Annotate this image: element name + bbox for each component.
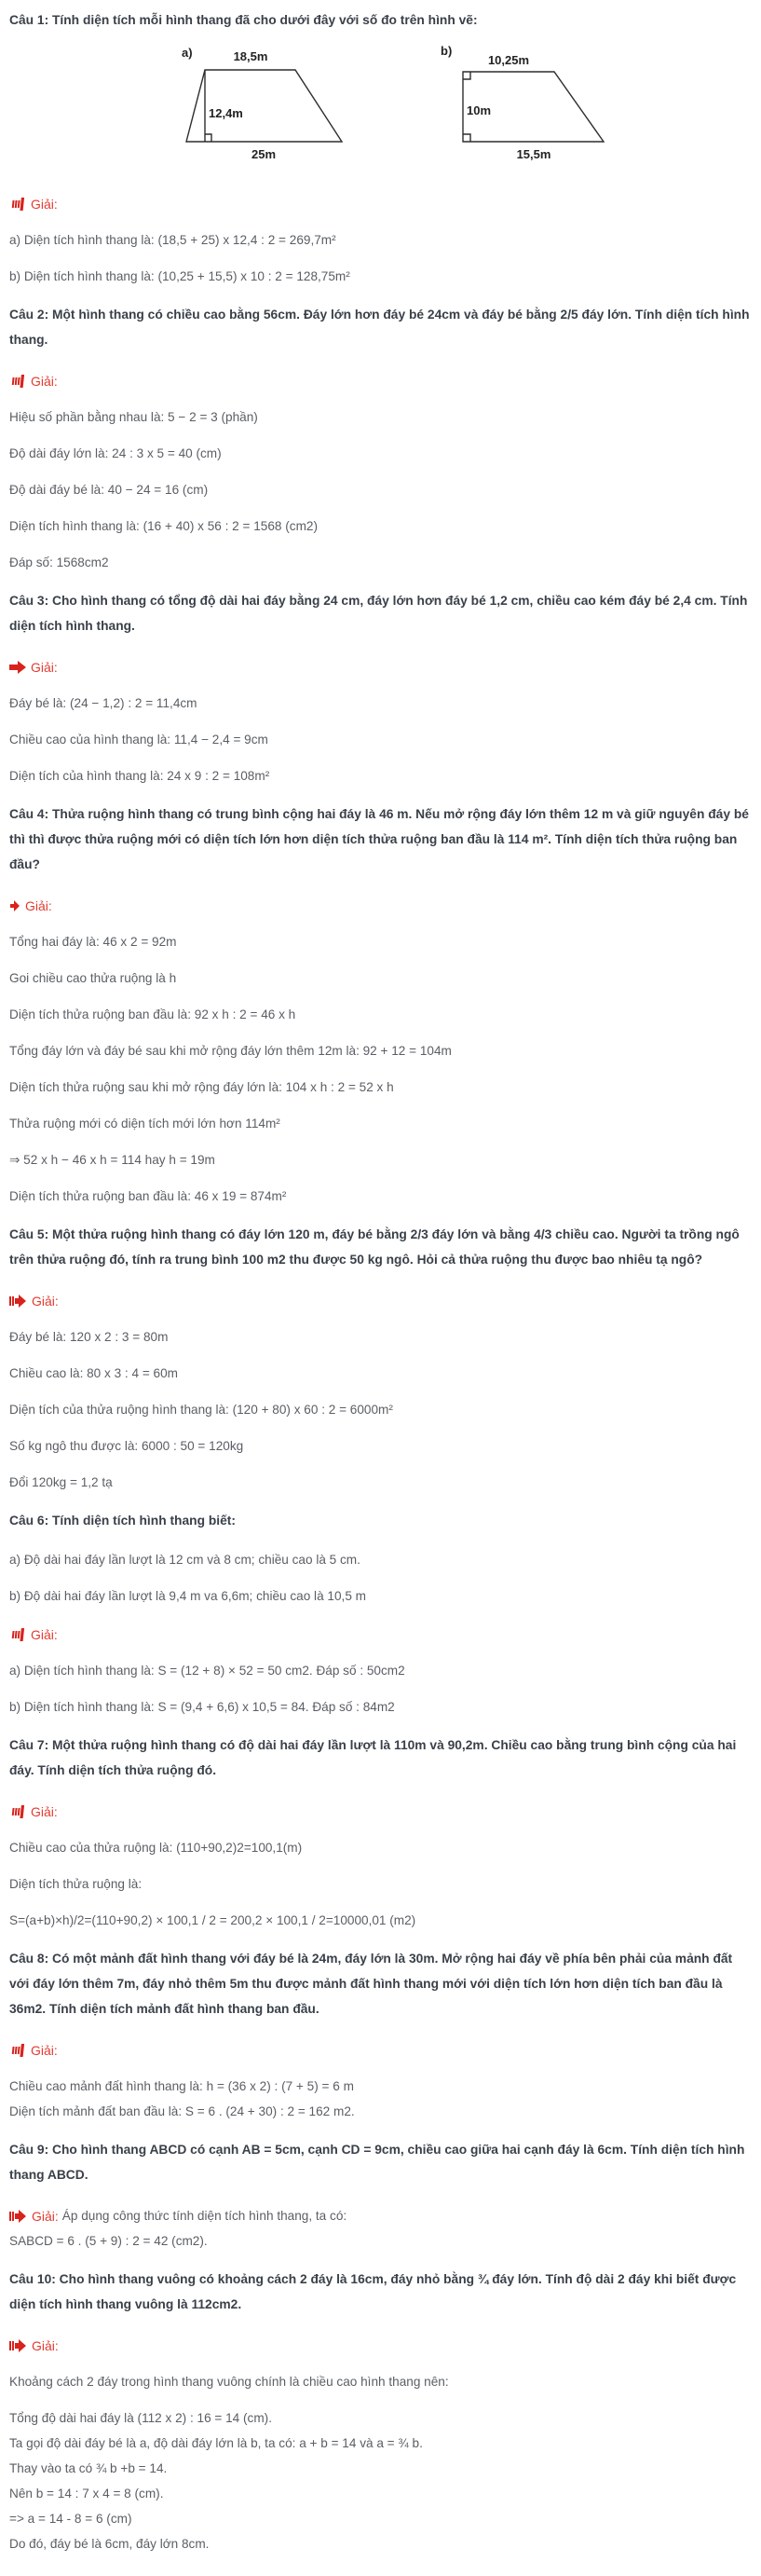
- question-heading: Câu 9: Cho hình thang ABCD có cạnh AB = 5cm, cạnh CD = 9cm, chiều cao giữa hai cạnh đáy là 6cm. Tính diện tích hình thang ABCD.: [9, 2143, 745, 2182]
- trapezoid-figure-svg: [172, 42, 638, 171]
- bar-arrow-icon: [9, 1294, 27, 1309]
- question-heading: Câu 5: Một thửa ruộng hình thang có đáy lớn 120 m, đáy bé bằng 2/3 đáy lớn và bằng 4/3 chiều cao. Người ta trồng ngô trên thửa ruộng đó, tính ra trung bình 100 m2 thu được 50 kg ngô. Hỏi cả thửa ruộng thu được bao nhiêu tạ ngô?: [9, 1227, 740, 1267]
- arrow-icon: [9, 660, 26, 675]
- bar-arrow-icon: [9, 2209, 27, 2224]
- solution-line: Diện tích thửa ruộng ban đầu là: 92 x h : 2 = 46 x h: [9, 1007, 296, 1021]
- giai-label: Giải:: [32, 2338, 59, 2353]
- giai-label: Giải:: [32, 2209, 59, 2224]
- stripes-icon: [9, 2043, 26, 2058]
- solution-line: a) Diện tích hình thang là: (18,5 + 25) x 12,4 : 2 = 269,7m²: [9, 233, 336, 247]
- solution-line: b) Độ dài hai đáy lần lượt là 9,4 m va 6,6m; chiều cao là 10,5 m: [9, 1589, 366, 1603]
- solution-line: Nên b = 14 : 7 x 4 = 8 (cm).: [9, 2487, 164, 2501]
- solution-line: Do đó, đáy bé là 6cm, đáy lớn 8cm.: [9, 2537, 210, 2551]
- solution-line: b) Diện tích hình thang là: (10,25 + 15,5) x 10 : 2 = 128,75m²: [9, 269, 350, 283]
- solution-marker: [9, 1625, 752, 1644]
- trapezoid-b-top-label: 10,25m: [487, 53, 530, 67]
- question-heading: Câu 1: Tính diện tích mỗi hình thang đã cho dưới đây với số đo trên hình vẽ:: [9, 13, 478, 27]
- trapezoid-a-bottom-label: 25m: [251, 147, 277, 161]
- solution-line: Khoảng cách 2 đáy trong hình thang vuông chính là chiều cao hình thang nên:: [9, 2375, 449, 2389]
- giai-label: Giải:: [31, 197, 58, 212]
- solution-line: Chiều cao của thửa ruộng là: (110+90,2)2=100,1(m): [9, 1841, 303, 1855]
- giai-label: Giải:: [31, 660, 58, 675]
- solution-line: Số kg ngô thu được là: 6000 : 50 = 120kg: [9, 1439, 244, 1453]
- solution-line: S=(a+b)×h)/2=(110+90,2) × 100,1 / 2 = 200,2 × 100,1 / 2=10000,01 (m2): [9, 1913, 416, 1927]
- solution-line: Đáy bé là: 120 x 2 : 3 = 80m: [9, 1330, 169, 1344]
- stripes-icon: [9, 197, 26, 212]
- solution-line: a) Độ dài hai đáy lần lượt là 12 cm và 8 cm; chiều cao là 5 cm.: [9, 1553, 360, 1567]
- solution-line: Đổi 120kg = 1,2 tạ: [9, 1475, 113, 1489]
- solution-line: Đáp số: 1568cm2: [9, 555, 109, 569]
- stripes-icon: [9, 1627, 26, 1642]
- question-heading: Câu 4: Thửa ruộng hình thang có trung bình cộng hai đáy là 46 m. Nếu mở rộng đáy lớn thêm 12 m và giữ nguyên đáy bé thì thì được thửa ruộng mới có diện tích lớn hơn diện tích thửa ruộng ban đầu là 114 m². Tính diện tích thửa ruộng ban đầu?: [9, 807, 749, 871]
- stripes-icon: [9, 374, 26, 389]
- thin-arrow-icon: [9, 898, 20, 913]
- solution-line: Diện tích của hình thang là: 24 x 9 : 2 = 108m²: [9, 769, 270, 783]
- trapezoid-a-top-label: 18,5m: [233, 49, 268, 63]
- trapezoid-b-bottom-label: 15,5m: [516, 147, 551, 161]
- question-heading: Câu 3: Cho hình thang có tổng độ dài hai đáy bằng 24 cm, đáy lớn hơn đáy bé 1,2 cm, chiều cao kém đáy bé 2,4 cm. Tính diện tích hình thang.: [9, 594, 748, 633]
- solution-line: => a = 14 - 8 = 6 (cm): [9, 2512, 132, 2526]
- giai-label: Giải:: [31, 374, 58, 389]
- giai-label: Giải:: [31, 1627, 58, 1642]
- solution-line: Chiều cao của hình thang là: 11,4 − 2,4 = 9cm: [9, 733, 268, 747]
- solution-line: Tổng hai đáy là: 46 x 2 = 92m: [9, 935, 177, 949]
- solution-line: Diện tích hình thang là: (16 + 40) x 56 : 2 = 1568 (cm2): [9, 519, 318, 533]
- question-heading: Câu 6: Tính diện tích hình thang biết:: [9, 1514, 236, 1528]
- stripes-icon: [9, 1804, 26, 1819]
- solution-line: b) Diện tích hình thang là: S = (9,4 + 6,6) x 10,5 = 84. Đáp số : 84m2: [9, 1700, 395, 1714]
- trapezoid-a-height-label: 12,4m: [209, 106, 243, 120]
- solution-line: ⇒ 52 x h − 46 x h = 114 hay h = 19m: [9, 1153, 215, 1167]
- question-heading: Câu 10: Cho hình thang vuông có khoảng cách 2 đáy là 16cm, đáy nhỏ bằng ¾ đáy lớn. Tính độ dài 2 đáy khi biết được diện tích hình thang vuông là 112cm2.: [9, 2272, 737, 2311]
- solution-line: Thay vào ta có ¾ b +b = 14.: [9, 2461, 168, 2475]
- figure-label-b: b): [441, 44, 453, 58]
- solution-marker: [9, 2207, 752, 2226]
- giai-after-text: Áp dụng công thức tính diện tích hình thang, ta có:: [61, 2209, 347, 2223]
- trapezoid-b-height-label: 10m: [467, 103, 492, 117]
- solution-line: Diện tích thửa ruộng là:: [9, 1877, 143, 1891]
- solution-line: Hiệu số phần bằng nhau là: 5 − 2 = 3 (phần): [9, 410, 258, 424]
- solution-marker: [9, 372, 752, 391]
- question-heading: Câu 7: Một thửa ruộng hình thang có độ dài hai đáy lần lượt là 110m và 90,2m. Chiều cao bằng trung bình cộng của hai đáy. Tính diện tích thửa ruộng đó.: [9, 1738, 737, 1777]
- solution-marker: [9, 1292, 752, 1310]
- question-heading: Câu 8: Có một mảnh đất hình thang với đáy bé là 24m, đáy lớn là 30m. Mở rộng hai đáy về phía bên phải của mảnh đất với đáy lớn thêm 7m, đáy nhỏ thêm 5m thu được mảnh đất hình thang mới với diện tích lớn hơn diện tích ban đầu là 36m2. Tính diện tích mảnh đất hình thang ban đầu.: [9, 1952, 733, 2016]
- solution-line: Độ dài đáy lớn là: 24 : 3 x 5 = 40 (cm): [9, 446, 222, 460]
- solution-marker: [9, 658, 752, 677]
- solution-marker: [9, 195, 752, 213]
- solution-line: Chiều cao mảnh đất hình thang là: h = (36 x 2) : (7 + 5) = 6 m: [9, 2079, 354, 2093]
- solution-line: Ta gọi độ dài đáy bé là a, độ dài đáy lớn là b, ta có: a + b = 14 và a = ¾ b.: [9, 2436, 423, 2450]
- solution-line: Độ dài đáy bé là: 40 − 24 = 16 (cm): [9, 483, 209, 497]
- question-heading: Câu 2: Một hình thang có chiều cao bằng 56cm. Đáy lớn hơn đáy bé 24cm và đáy bé bằng 2/5 đáy lớn. Tính diện tích hình thang.: [9, 308, 750, 347]
- giai-label: Giải:: [32, 1294, 59, 1309]
- solution-line: a) Diện tích hình thang là: S = (12 + 8) × 52 = 50 cm2. Đáp số : 50cm2: [9, 1664, 405, 1678]
- giai-label: Giải:: [31, 2043, 58, 2058]
- solution-line: Chiều cao là: 80 x 3 : 4 = 60m: [9, 1366, 178, 1380]
- solution-line: Goi chiều cao thửa ruộng là h: [9, 971, 177, 985]
- bar-arrow-icon: [9, 2338, 27, 2353]
- figure-label-a: a): [182, 46, 193, 60]
- document-body: [9, 7, 752, 2554]
- solution-marker: [9, 2336, 752, 2355]
- solution-line: Diện tích mảnh đất ban đầu là: S = 6 . (24 + 30) : 2 = 162 m2.: [9, 2104, 355, 2118]
- giai-label: Giải:: [25, 898, 52, 913]
- solution-line: Thửa ruộng mới có diện tích mới lớn hơn 114m²: [9, 1117, 280, 1130]
- giai-label: Giải:: [31, 1804, 58, 1819]
- solution-marker: [9, 1802, 752, 1821]
- solution-line: Tổng đáy lớn và đáy bé sau khi mở rộng đáy lớn thêm 12m là: 92 + 12 = 104m: [9, 1044, 452, 1058]
- solution-line: Diện tích thửa ruộng sau khi mở rộng đáy lớn là: 104 x h : 2 = 52 x h: [9, 1080, 394, 1094]
- solution-line: SABCD = 6 . (5 + 9) : 2 = 42 (cm2).: [9, 2234, 208, 2248]
- solution-marker: [9, 2041, 752, 2060]
- trapezoid-figure: [172, 42, 752, 175]
- solution-marker: [9, 897, 752, 915]
- solution-line: Diện tích của thửa ruộng hình thang là: (120 + 80) x 60 : 2 = 6000m²: [9, 1403, 393, 1417]
- solution-line: Đáy bé là: (24 − 1,2) : 2 = 11,4cm: [9, 696, 197, 710]
- solution-line: Tổng độ dài hai đáy là (112 x 2) : 16 = 14 (cm).: [9, 2411, 272, 2425]
- solution-line: Diện tích thửa ruộng ban đầu là: 46 x 19 = 874m²: [9, 1189, 287, 1203]
